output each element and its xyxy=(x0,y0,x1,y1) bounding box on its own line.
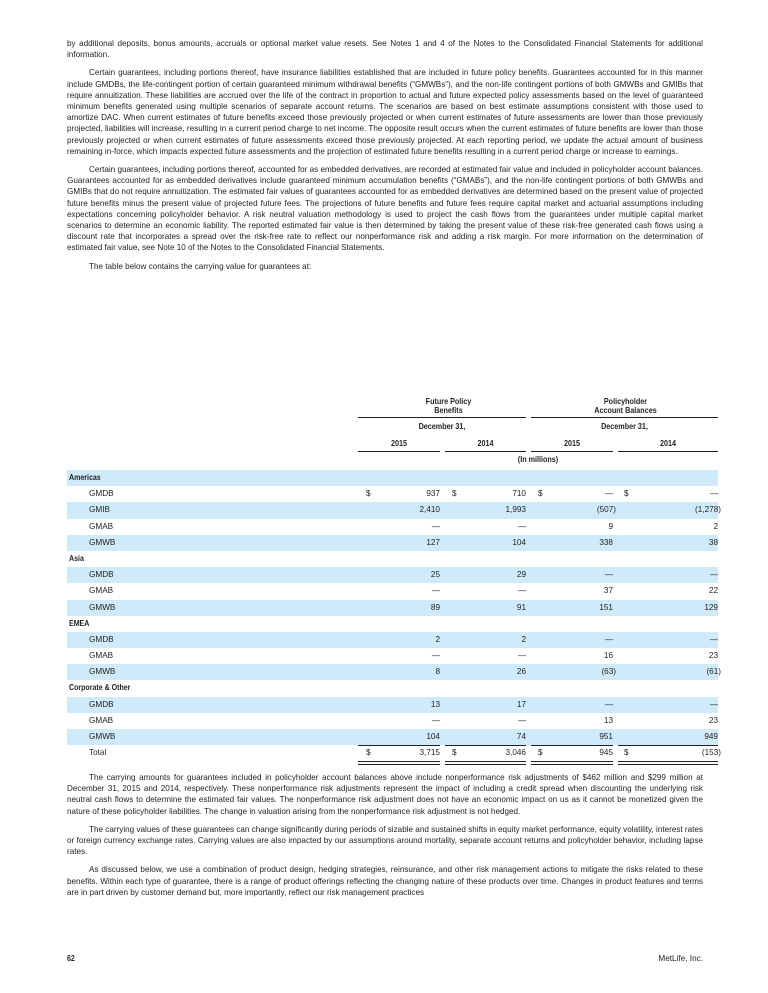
value-cell: 3,715 xyxy=(419,748,440,758)
intro-paragraph-2: Certain guarantees, including portions thereof, have insurance liabilities established that are included in future policy benefits. Guarantees accounted for in this manner include GMDBs, the life-contingent portion of certain guaranteed minimum withdrawal benefits (“GMWBs”), and the non-life contingent portions of both GMWBs and GMIBs that require annuitization. These liabilities are accrued over the life of the contract in proportion to actual and future expected policy assessments based on the level of guaranteed minimum benefits generated using multiple scenarios of separate account returns. The scenarios are based on best estimate assumptions consistent with those used to amortize DAC. When current estimates of future benefits exceed those previously projected or when current estimates of future assessments are lower than those previously projected, liabilities will increase, resulting in a current period charge to net income. The opposite result occurs when the current estimates of future benefits are lower than those previously projected or when current estimates of future assessments exceed those previously projected. At each reporting period, we update the actual amount of business remaining in-force, which impacts expected future assessments and the projection of estimated future benefits resulting in a current period charge or increase to earnings. xyxy=(67,68,703,156)
units-label: (In millions) xyxy=(517,454,559,464)
currency-symbol: $ xyxy=(624,748,629,758)
year-header: 2014 xyxy=(477,438,494,448)
value-cell: — xyxy=(431,521,440,531)
period-header: December 31, xyxy=(418,421,466,431)
group-header-policyholder-account-balances xyxy=(546,397,705,415)
value-cell: 949 xyxy=(704,732,718,741)
section-label: Americas xyxy=(69,473,101,482)
value-cell: 951 xyxy=(599,732,613,741)
value-cell: 13 xyxy=(603,715,613,725)
total-rule xyxy=(445,764,526,765)
value-cell: — xyxy=(431,651,440,661)
table-row xyxy=(67,600,718,616)
value-cell: — xyxy=(604,699,613,709)
row-label: GMAB xyxy=(89,651,114,661)
header-rule xyxy=(445,451,526,452)
value-cell: 17 xyxy=(516,699,526,709)
period-header: December 31, xyxy=(601,421,648,431)
header-rule xyxy=(358,451,440,452)
outro-paragraph-1: The carrying amounts for guarantees included in policyholder account balances above include nonperformance risk adjustments of $462 million and $299 million at December 31, 2015 and 2014, respectively. These nonperformance risk adjustments represent the impact of including a credit spread when discounting the underlying risk neutral cash flows to determine the estimated fair values. The nonperformance risk adjustment does not have an economic impact on us as it cannot be monetized given the nature of these policyholder liabilities. The change in valuation arising from the nonperformance risk adjustment is not hedged. xyxy=(67,773,703,816)
value-cell: (507) xyxy=(596,505,616,515)
value-cell: — xyxy=(517,586,526,596)
total-rule xyxy=(618,761,718,762)
total-rule xyxy=(618,745,718,746)
value-cell: 74 xyxy=(516,732,526,741)
value-cell: 2 xyxy=(435,634,440,644)
value-cell: — xyxy=(604,570,613,580)
outro-text xyxy=(67,772,703,905)
group-header-line: Future Policy xyxy=(425,396,472,406)
value-cell: 2 xyxy=(521,634,526,644)
company-name: MetLife, Inc. xyxy=(658,954,703,963)
header-rule xyxy=(531,417,718,418)
row-label: GMDB xyxy=(89,570,114,580)
total-rule xyxy=(531,764,613,765)
currency-symbol: $ xyxy=(452,748,457,758)
row-label: GMWB xyxy=(89,602,116,612)
intro-paragraph-1: by additional deposits, bonus amounts, accruals or optional market value resets. See Notes 1 and 4 of the Notes to the Consolidated Financial Statements for additional information. xyxy=(67,39,703,60)
value-cell: — xyxy=(517,651,526,661)
section-header-row xyxy=(67,551,718,567)
value-cell: 127 xyxy=(426,537,440,547)
table-row xyxy=(67,519,718,535)
value-cell: — xyxy=(709,570,718,580)
table-row xyxy=(67,583,718,599)
value-cell: 26 xyxy=(516,667,526,677)
value-cell: 13 xyxy=(430,699,440,709)
value-cell: (63) xyxy=(601,667,616,677)
group-header-line: Benefits xyxy=(434,405,463,415)
value-cell: 91 xyxy=(516,602,526,612)
total-rule xyxy=(445,745,526,746)
value-cell: 151 xyxy=(599,602,613,612)
value-cell: 937 xyxy=(426,489,440,499)
value-cell: 8 xyxy=(435,667,440,677)
total-rule xyxy=(358,745,440,746)
table-row xyxy=(67,567,718,583)
value-cell: 38 xyxy=(708,537,718,547)
section-label: Corporate & Other xyxy=(69,683,131,693)
table-row xyxy=(67,648,718,664)
value-cell: 37 xyxy=(603,586,613,596)
table-row xyxy=(67,729,718,745)
total-rule xyxy=(358,761,440,762)
value-cell: — xyxy=(431,586,440,596)
value-cell: 129 xyxy=(704,602,718,612)
value-cell: — xyxy=(709,634,718,644)
value-cell: — xyxy=(604,489,613,499)
section-label: EMEA xyxy=(69,618,90,628)
row-label: Total xyxy=(89,748,107,758)
value-cell: 89 xyxy=(430,602,440,612)
currency-symbol: $ xyxy=(366,489,371,499)
table-row xyxy=(67,632,718,648)
value-cell: — xyxy=(431,715,440,725)
value-cell: 22 xyxy=(708,586,718,596)
table-row xyxy=(67,664,721,680)
value-cell: 16 xyxy=(603,651,613,661)
section-label: Asia xyxy=(69,553,84,563)
row-label: GMAB xyxy=(89,715,114,725)
value-cell: 23 xyxy=(708,651,718,661)
outro-paragraph-3: As discussed below, we use a combination of product design, hedging strategies, reinsurance, and other risk management actions to mitigate the risks related to these benefits. Within each type of guarantee, there is a range of product offerings reflecting the changing nature of these products over time. Changes in product features and terms are in part driven by customer demand but, more importantly, reflect our risk management practices xyxy=(67,865,703,897)
value-cell: 23 xyxy=(708,715,718,725)
total-rule xyxy=(358,764,440,765)
header-rule xyxy=(358,417,526,418)
row-label: GMAB xyxy=(89,521,114,531)
year-header: 2015 xyxy=(563,438,581,448)
intro-text xyxy=(67,38,703,279)
group-header-future-policy-benefits xyxy=(371,397,527,415)
table-row xyxy=(67,535,718,551)
year-header: 2014 xyxy=(659,438,677,448)
value-cell: 25 xyxy=(430,570,440,580)
header-rule xyxy=(618,451,718,452)
page-number: 62 xyxy=(67,954,75,963)
value-cell: 945 xyxy=(599,748,613,758)
row-label: GMWB xyxy=(89,667,116,677)
row-label: GMDB xyxy=(89,489,114,499)
row-label: GMWB xyxy=(89,732,116,741)
value-cell: 2,410 xyxy=(419,505,440,515)
value-cell: (153) xyxy=(701,748,721,758)
year-header: 2015 xyxy=(390,438,408,448)
value-cell: 2 xyxy=(713,521,718,531)
row-label: GMDB xyxy=(89,699,114,709)
total-row xyxy=(67,745,721,761)
value-cell: 104 xyxy=(426,732,440,741)
value-cell: 104 xyxy=(512,537,526,547)
intro-paragraph-4: The table below contains the carrying value for guarantees at: xyxy=(89,261,312,271)
value-cell: 3,046 xyxy=(505,748,526,758)
currency-symbol: $ xyxy=(366,748,371,758)
currency-symbol: $ xyxy=(538,489,543,499)
guarantees-table xyxy=(67,395,721,761)
table-header xyxy=(67,395,718,470)
total-rule xyxy=(531,761,613,762)
total-rule xyxy=(445,761,526,762)
group-header-line: Policyholder xyxy=(603,396,648,406)
value-cell: 1,993 xyxy=(505,505,526,515)
value-cell: 338 xyxy=(599,537,613,547)
currency-symbol: $ xyxy=(624,489,629,499)
currency-symbol: $ xyxy=(538,748,543,758)
section-header-row xyxy=(67,680,718,696)
intro-paragraph-3: Certain guarantees, including portions thereof, accounted for as embedded derivatives, are recorded at estimated fair value and included in policyholder account balances. Guarantees accounted for as embedded derivatives include guaranteed minimum accumulation benefits (“GMABs”), and the non-life contingent portions of both GMWBs and GMIBs that do not require annuitization. The estimated fair values of guarantees accounted for as embedded derivatives are determined based on the present value of projected future benefits minus the present value of projected future fees. The projections of future benefits and future fees require capital market and actuarial assumptions including expectations concerning policyholder behavior. A risk neutral valuation methodology is used to project the cash flows from the guarantees under multiple capital market scenarios to determine an economic liability. The reported estimated fair value is then determined by taking the present value of these risk-free generated cash flows using a discount rate that incorporates a spread over the risk-free rate to reflect our nonperformance risk and adding a risk margin. For more information on the determination of estimated fair value, see Note 10 of the Notes to the Consolidated Financial Statements. xyxy=(67,165,703,253)
value-cell: — xyxy=(709,699,718,709)
table-body xyxy=(67,470,721,761)
group-header-line: Account Balances xyxy=(594,405,657,415)
value-cell: 29 xyxy=(516,570,526,580)
row-label: GMAB xyxy=(89,586,114,596)
value-cell: — xyxy=(517,521,526,531)
value-cell: (1,278) xyxy=(695,505,721,515)
value-cell: — xyxy=(709,489,718,499)
currency-symbol: $ xyxy=(452,489,457,499)
value-cell: — xyxy=(604,634,613,644)
value-cell: 710 xyxy=(512,489,526,499)
value-cell: 9 xyxy=(608,521,613,531)
section-header-row xyxy=(67,616,718,632)
table-row xyxy=(67,697,718,713)
total-rule xyxy=(618,764,718,765)
total-rule xyxy=(531,745,613,746)
table-row xyxy=(67,502,721,518)
header-rule xyxy=(531,451,613,452)
value-cell: — xyxy=(517,715,526,725)
outro-paragraph-2: The carrying values of these guarantees can change significantly during periods of sizable and sustained shifts in equity market performance, equity volatility, interest rates or foreign currency exchange rates. Carrying values are also impacted by our assumptions around mortality, separate account returns and policyholder behavior, including lapse rates. xyxy=(67,824,703,857)
table-row xyxy=(67,713,718,729)
section-header-row xyxy=(67,470,718,486)
table-row xyxy=(67,486,718,502)
value-cell: (61) xyxy=(706,667,721,677)
row-label: GMDB xyxy=(89,634,114,644)
row-label: GMIB xyxy=(89,505,110,515)
row-label: GMWB xyxy=(89,537,116,547)
